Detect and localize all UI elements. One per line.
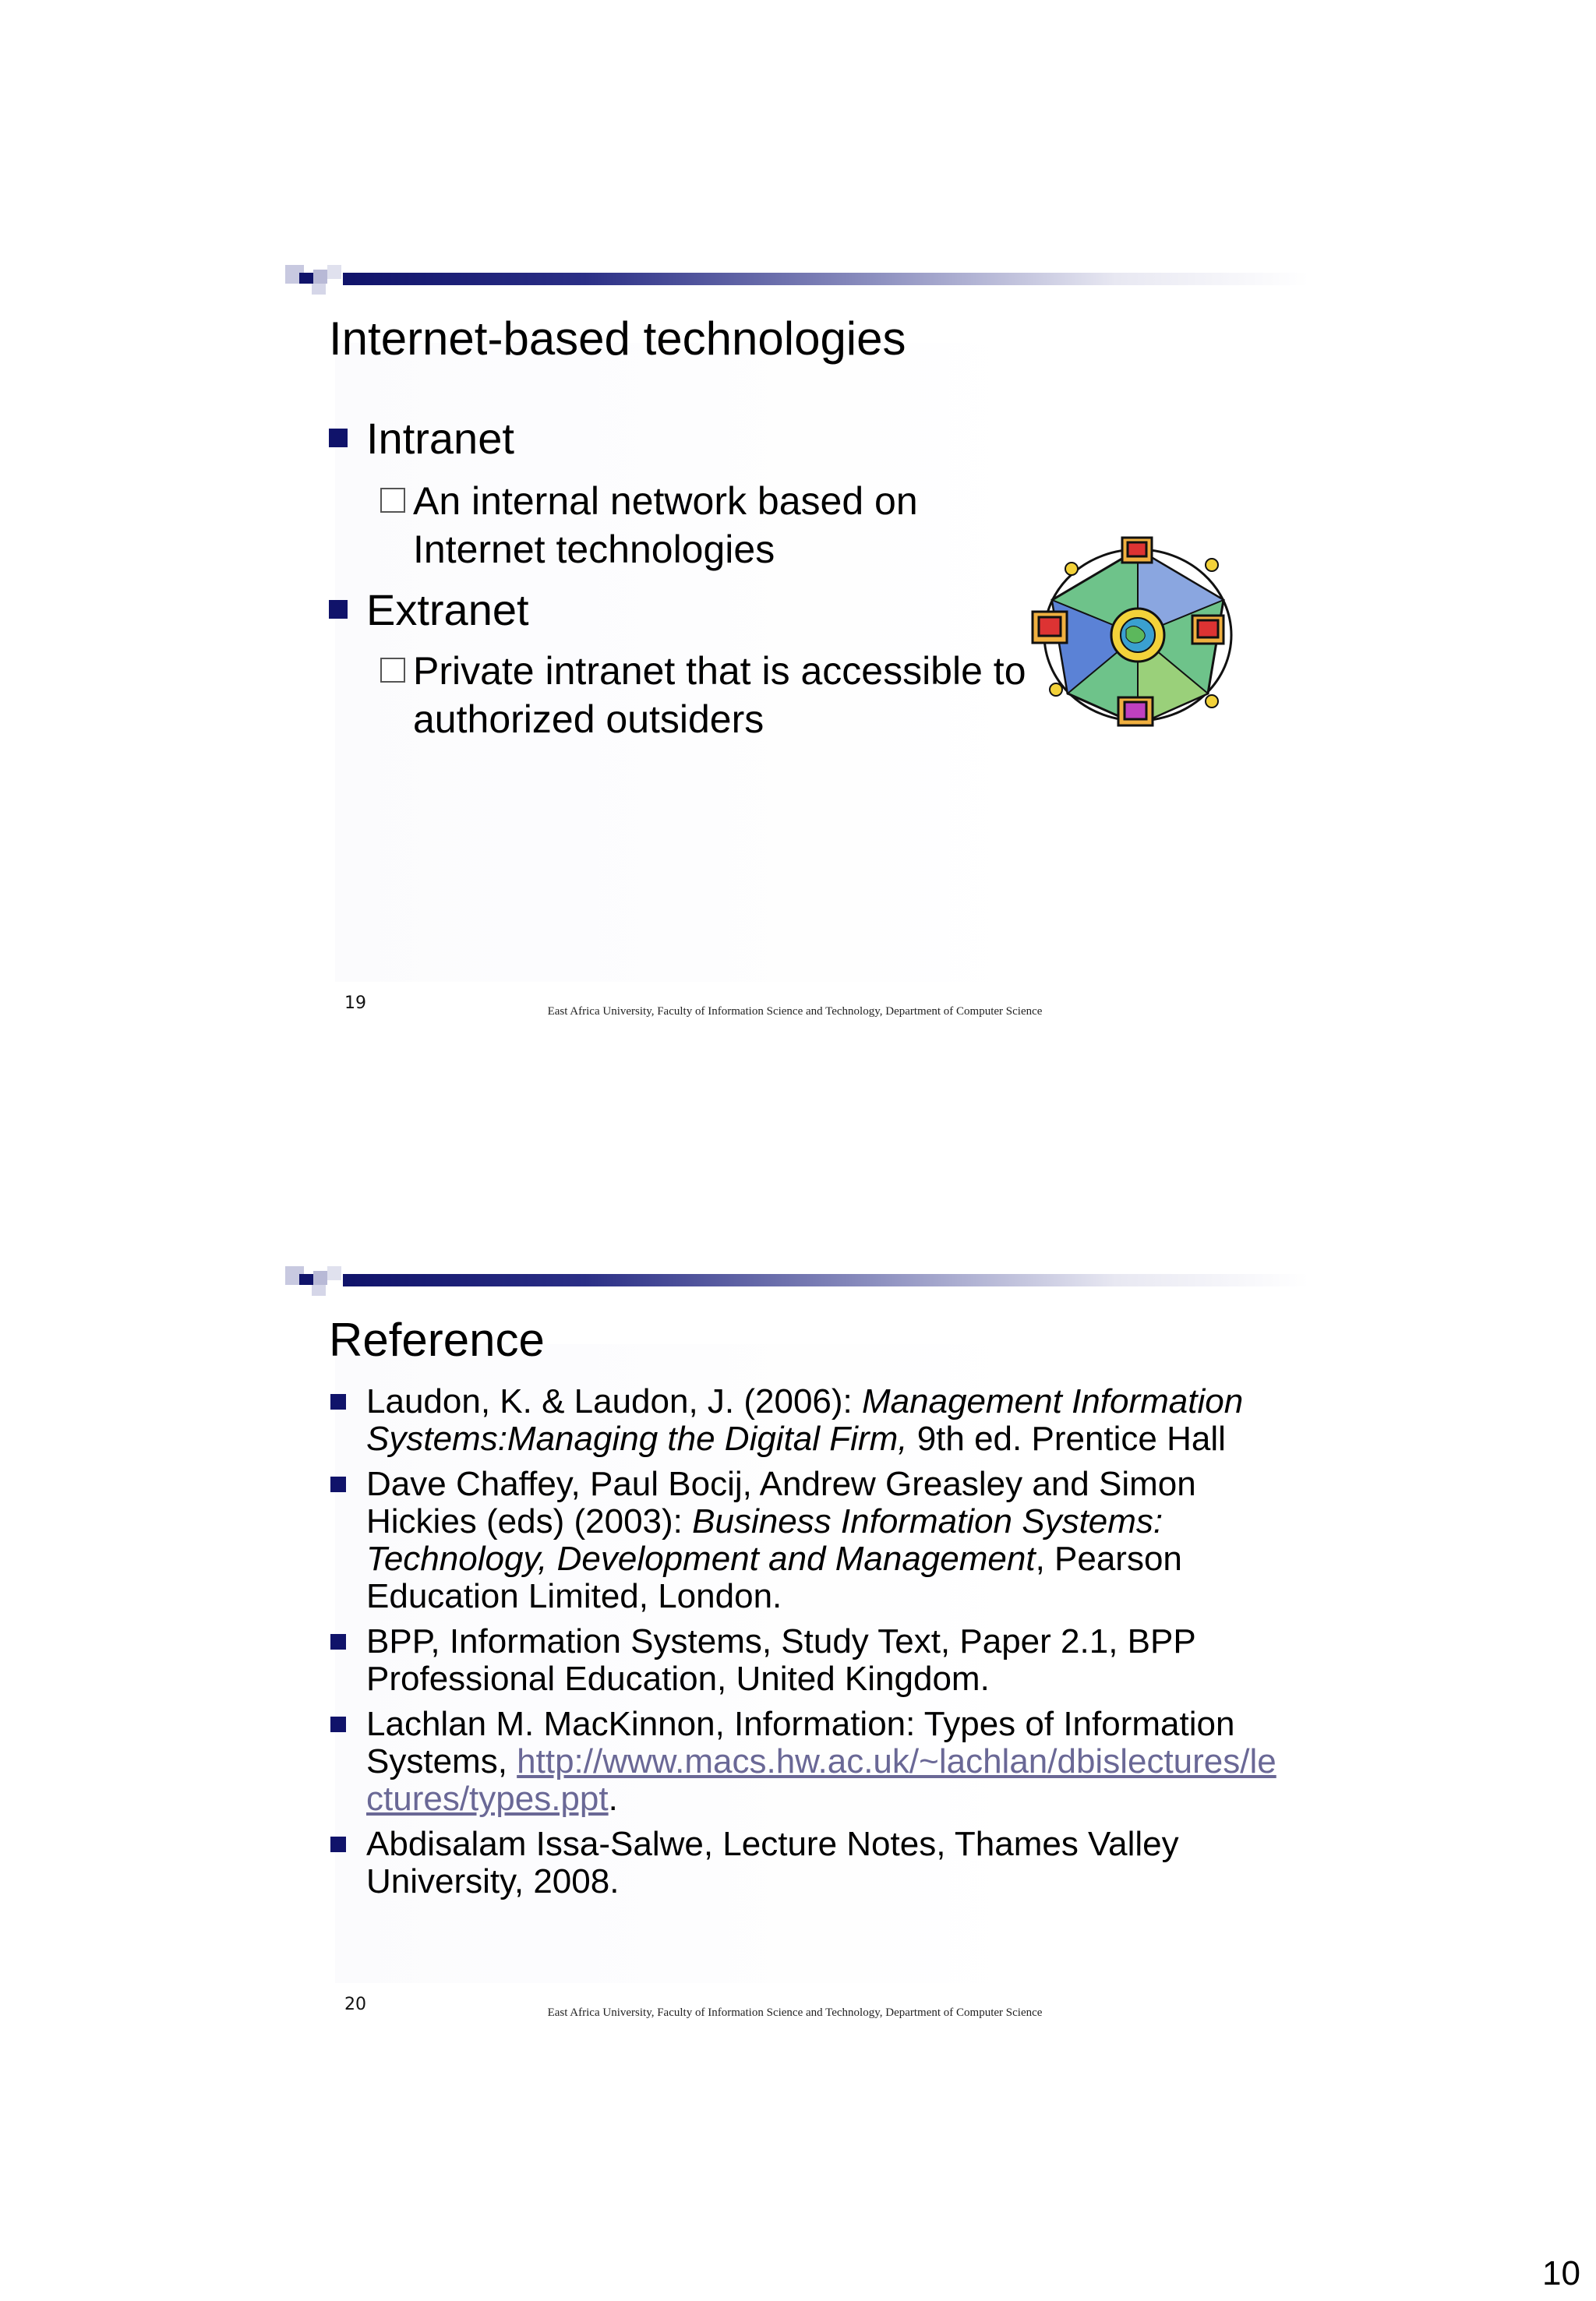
bullet-label: Intranet [366, 414, 514, 463]
bullet-label: Extranet [366, 585, 529, 634]
reference-item [366, 1826, 1278, 1900]
square-bullet-icon [330, 1717, 346, 1732]
square-bullet-icon [330, 1634, 346, 1650]
reference-list [366, 1383, 1278, 1908]
sub-bullet-extranet [413, 647, 1075, 743]
page-number: 10 [1542, 2254, 1580, 2292]
square-bullet-icon [330, 1837, 346, 1852]
networked-globe-computers-icon [1025, 530, 1251, 740]
reference-title: Business Information Systems: Technology, Development and Management [366, 1502, 1163, 1578]
reference-item [366, 1466, 1278, 1615]
sub-bullet-text: Private intranet that is accessible to authorized outsiders [413, 649, 1026, 741]
slide-header-bar [281, 265, 1309, 302]
slide-header-bar [281, 1266, 1309, 1304]
reference-text: Laudon, K. & Laudon, J. (2006): [366, 1382, 863, 1420]
reference-item [366, 1706, 1278, 1818]
sub-bullet-text: An internal network based on Internet technologies [413, 479, 918, 571]
reference-text: 9th ed. Prentice Hall [907, 1420, 1226, 1458]
reference-title: Management Information Systems:Managing the Digital Firm, [366, 1382, 1244, 1458]
reference-text: BPP, Information Systems, Study Text, Paper 2.1, BPP Professional Education, United Kingdom. [366, 1622, 1195, 1698]
reference-item [366, 1623, 1278, 1698]
square-bullet-icon [330, 1394, 346, 1410]
slide-footer: East Africa University, Faculty of Information Science and Technology, Department of Computer Science [547, 2006, 1043, 2019]
slide-footer: East Africa University, Faculty of Information Science and Technology, Department of Computer Science [547, 1005, 1043, 1018]
reference-text: . [608, 1780, 618, 1818]
slide-number: 19 [344, 993, 366, 1013]
hollow-square-bullet-icon [380, 658, 405, 683]
slide-19 [281, 265, 1309, 1083]
reference-link[interactable]: http://www.macs.hw.ac.uk/~lachlan/dbislectures/lectures/types.ppt [366, 1742, 1276, 1818]
slide-number: 20 [344, 1995, 366, 2014]
reference-text: Lachlan M. MacKinnon, Information: Types of Information Systems, [366, 1705, 1235, 1780]
sub-bullet-intranet [413, 477, 974, 573]
reference-text: Abdisalam Issa-Salwe, Lecture Notes, Thames Valley University, 2008. [366, 1825, 1179, 1900]
slide-20 [281, 1266, 1309, 2084]
slide-title: Internet-based technologies [329, 312, 906, 365]
square-bullet-icon [329, 600, 348, 619]
bullet-intranet [366, 413, 514, 464]
reference-item [366, 1383, 1278, 1458]
slide-title: Reference [329, 1314, 545, 1366]
square-bullet-icon [329, 429, 348, 447]
bullet-extranet [366, 584, 529, 635]
square-bullet-icon [330, 1477, 346, 1492]
hollow-square-bullet-icon [380, 488, 405, 513]
reference-text: , Pearson Education Limited, London. [366, 1540, 1182, 1615]
reference-text: Dave Chaffey, Paul Bocij, Andrew Greasley and Simon Hickies (eds) (2003): [366, 1465, 1196, 1540]
